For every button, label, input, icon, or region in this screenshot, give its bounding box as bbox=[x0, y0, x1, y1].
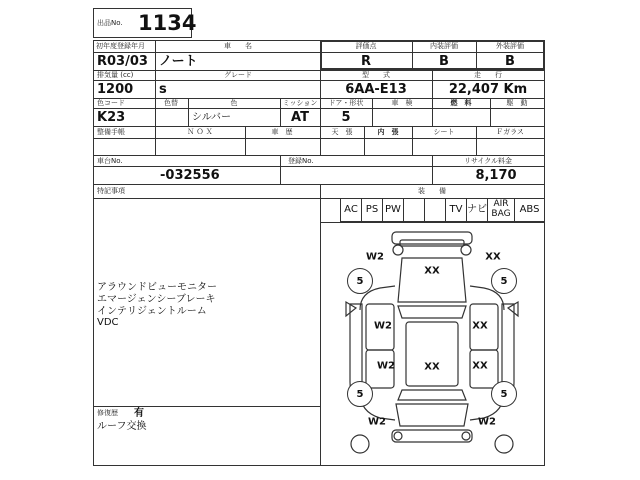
label-line bbox=[93, 108, 545, 109]
label-line bbox=[93, 166, 545, 167]
lot-number: 1134 bbox=[138, 11, 197, 35]
reg-year: R03/03 bbox=[97, 54, 148, 69]
damage-rear-right-corner: W2 bbox=[478, 416, 496, 428]
note-line-4: VDC bbox=[97, 317, 119, 328]
history-label: 車 歴 bbox=[271, 128, 293, 136]
row-line bbox=[93, 184, 545, 185]
equip-navi: ナビ bbox=[467, 204, 487, 215]
damage-rear-left-corner: W2 bbox=[368, 416, 386, 428]
col-line bbox=[372, 98, 373, 126]
equip-pw: PW bbox=[385, 204, 401, 215]
displacement-label: 排気量 (cc) bbox=[97, 71, 134, 79]
damage-roof: XX bbox=[424, 361, 440, 373]
mission: AT bbox=[291, 110, 309, 125]
wheel-front-right: 5 bbox=[491, 268, 517, 294]
fuel-label: 燃 料 bbox=[450, 99, 472, 107]
wheel-rear-left: 5 bbox=[347, 381, 373, 407]
mileage-label: 走 行 bbox=[474, 71, 502, 79]
equip-abs: ABS bbox=[519, 204, 540, 215]
color-code-label: 色コード bbox=[97, 99, 125, 107]
damage-right-front-door: XX bbox=[472, 320, 488, 332]
sunroof-label: 天 張 bbox=[331, 128, 353, 136]
equip-cell bbox=[403, 198, 425, 222]
note-line-1: アラウンドビューモニター bbox=[97, 282, 217, 293]
repair-line bbox=[93, 406, 320, 407]
car-name: ノート bbox=[159, 54, 198, 69]
fglass-label: Ｆガラス bbox=[496, 128, 524, 136]
damage-hood: XX bbox=[424, 265, 440, 277]
damage-left-front-door: W2 bbox=[374, 320, 392, 332]
door-label: ドア・形状 bbox=[328, 99, 364, 107]
color-type-label: 色替 bbox=[164, 99, 178, 107]
recycle-label: リサイクル料金 bbox=[463, 157, 513, 165]
model-label: 型 式 bbox=[362, 71, 390, 79]
seat-label: シート bbox=[433, 128, 455, 136]
damage-front-left-corner: W2 bbox=[366, 251, 384, 263]
col-line bbox=[280, 155, 281, 184]
col-line bbox=[155, 126, 156, 155]
col-line bbox=[320, 126, 321, 155]
note-line-3: インテリジェントルーム bbox=[97, 306, 207, 317]
damage-right-rear-door: XX bbox=[472, 360, 488, 372]
col-line bbox=[432, 155, 433, 184]
chassis-label: 車台No. bbox=[97, 157, 123, 165]
color-code: K23 bbox=[97, 110, 126, 125]
row-line bbox=[93, 126, 545, 127]
recycle: 8,170 bbox=[475, 168, 517, 183]
chassis: -032556 bbox=[160, 168, 220, 183]
manual-label: 整備手帳 bbox=[97, 128, 125, 136]
notes-title: 特記事項 bbox=[97, 187, 125, 195]
grade: s bbox=[159, 82, 167, 97]
equip-cell bbox=[424, 198, 446, 222]
model: 6AA-E13 bbox=[345, 82, 407, 97]
equip-ps: PS bbox=[365, 204, 379, 215]
exterior-score-label: 外装評価 bbox=[496, 42, 524, 50]
col-line bbox=[245, 126, 246, 155]
equipment-title: 装 備 bbox=[418, 187, 446, 195]
col-line bbox=[155, 98, 156, 126]
col-line bbox=[188, 98, 189, 126]
mileage: 22,407 Km bbox=[448, 82, 528, 97]
col-line bbox=[364, 126, 365, 155]
score-label: 評価点 bbox=[355, 42, 377, 50]
score: R bbox=[360, 54, 372, 69]
equip-airbag: AIR BAG bbox=[491, 199, 511, 219]
car-name-label: 車 名 bbox=[224, 42, 252, 50]
row-line bbox=[93, 98, 545, 99]
equip-ac: AC bbox=[344, 204, 358, 215]
interior-score: B bbox=[439, 54, 449, 69]
displacement: 1200 bbox=[97, 82, 134, 97]
repair-note: ルーフ交換 bbox=[97, 421, 147, 432]
color: シルバー bbox=[192, 112, 232, 123]
grade-label: グレード bbox=[224, 71, 252, 79]
car-inspection-label: 車 検 bbox=[391, 99, 413, 107]
col-line bbox=[432, 70, 433, 98]
drive-label: 駆 動 bbox=[506, 99, 528, 107]
col-line bbox=[155, 70, 156, 98]
repair-label: 修復歴 bbox=[97, 409, 118, 417]
label-line bbox=[93, 138, 545, 139]
wheel-rear-right: 5 bbox=[491, 381, 517, 407]
col-line bbox=[320, 70, 321, 98]
color-label: 色 bbox=[230, 99, 238, 107]
row-line bbox=[93, 155, 545, 156]
damage-front-right-corner: XX bbox=[485, 251, 501, 263]
col-line bbox=[320, 98, 321, 126]
reg-no-label: 登録No. bbox=[288, 157, 314, 165]
nox-label: Ｎ Ｏ Ｘ bbox=[187, 128, 213, 136]
reg-year-label: 初年度登録年月 bbox=[96, 42, 145, 50]
repair-value: 有 bbox=[134, 408, 144, 419]
col-line bbox=[476, 126, 477, 155]
mission-label: ミッション bbox=[282, 99, 318, 107]
exterior-score: B bbox=[505, 54, 515, 69]
wheel-front-left: 5 bbox=[347, 268, 373, 294]
lot-label: 出品No. bbox=[97, 19, 123, 27]
doors: 5 bbox=[341, 110, 351, 125]
col-line bbox=[412, 126, 413, 155]
label-line bbox=[93, 80, 545, 81]
note-line-2: エマージェンシーブレーキ bbox=[97, 294, 216, 305]
col-line bbox=[280, 98, 281, 126]
interior-score-label: 内装評価 bbox=[430, 42, 458, 50]
car-diagram bbox=[320, 222, 545, 466]
col-line bbox=[155, 40, 156, 70]
col-line bbox=[432, 98, 433, 126]
damage-left-rear-door: W2 bbox=[377, 360, 395, 372]
interior-trim-label: 内 張 bbox=[377, 128, 399, 136]
col-line bbox=[490, 98, 491, 126]
equip-tv: TV bbox=[449, 204, 463, 215]
